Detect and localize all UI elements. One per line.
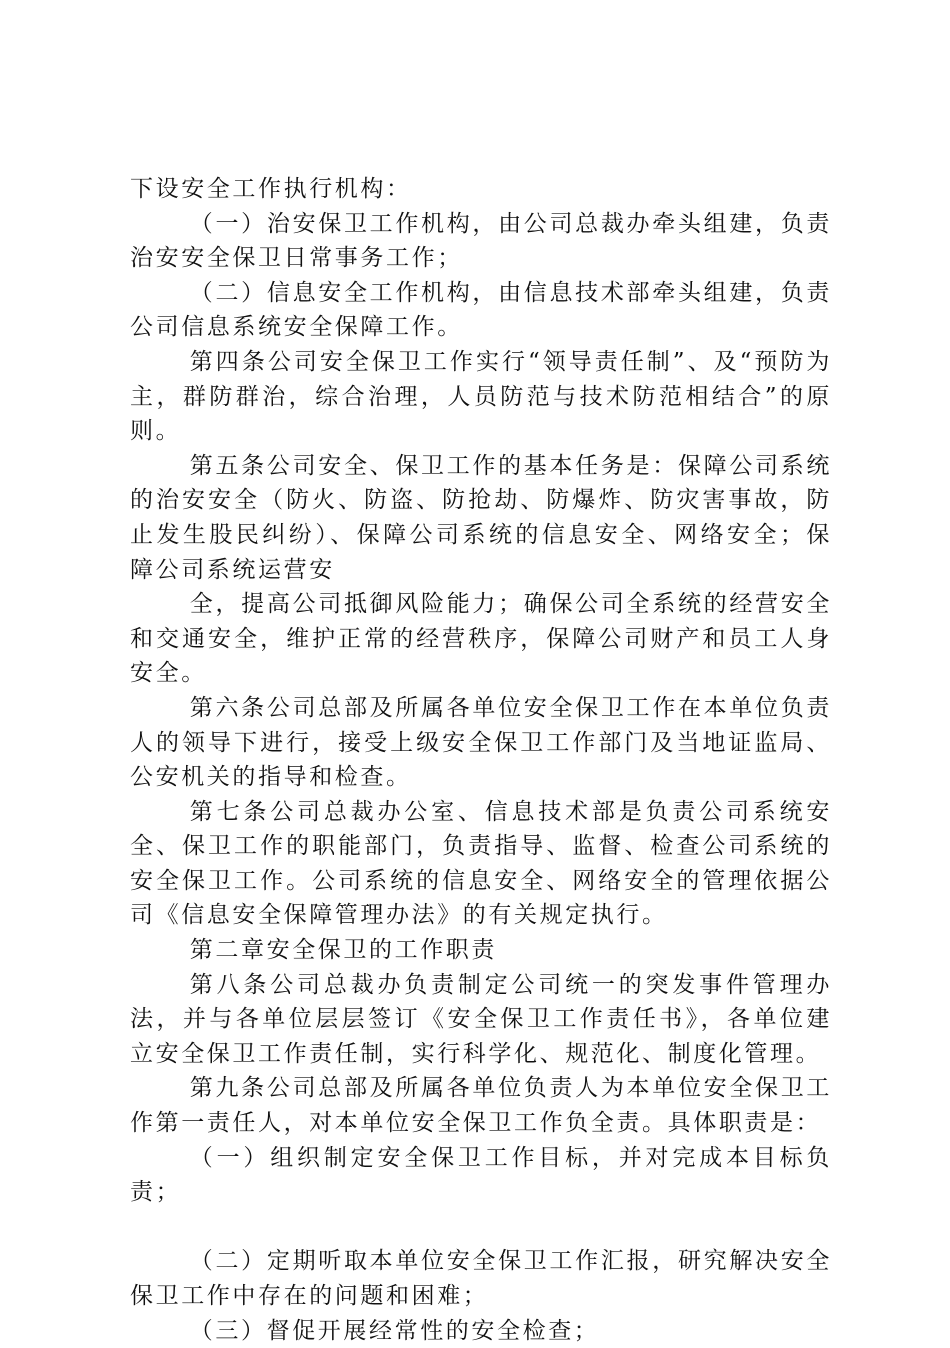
list-item: （二）定期听取本单位安全保卫工作汇报，研究解决安全保卫工作中存在的问题和困难；	[130, 1248, 832, 1309]
paragraph: 第五条公司安全、保卫工作的基本任务是：保障公司系统的治安安全（防火、防盗、防抢劫、防爆炸、防灾害事故，防止发生股民纠纷）、保障公司系统的信息安全、网络安全；保障公司系统运营安	[130, 452, 832, 583]
paragraph: （二）信息安全工作机构，由信息技术部牵头组建，负责公司信息系统安全保障工作。	[130, 279, 832, 341]
blank-line	[130, 1210, 832, 1245]
paragraph: 第九条公司总部及所属各单位负责人为本单位安全保卫工作第一责任人，对本单位安全保卫工作负全责。具体职责是：	[130, 1075, 832, 1137]
list-item: （一）组织制定安全保卫工作目标，并对完成本目标负责；	[130, 1144, 832, 1206]
document-body	[130, 172, 832, 1348]
paragraph: 第八条公司总裁办负责制定公司统一的突发事件管理办法，并与各单位层层签订《安全保卫工作责任书》，各单位建立安全保卫工作责任制，实行科学化、规范化、制度化管理。	[130, 971, 832, 1067]
paragraph: 第四条公司安全保卫工作实行“领导责任制”、及“预防为主，群防群治，综合治理，人员防范与技术防范相结合”的原则。	[130, 348, 832, 445]
paragraph: 第六条公司总部及所属各单位安全保卫工作在本单位负责人的领导下进行，接受上级安全保卫工作部门及当地证监局、公安机关的指导和检查。	[130, 694, 832, 791]
paragraph: （一）治安保卫工作机构，由公司总裁办牵头组建，负责治安安全保卫日常事务工作；	[130, 210, 832, 272]
list-item: （三）督促开展经常性的安全检查；	[189, 1317, 600, 1344]
paragraph: 全，提高公司抵御风险能力；确保公司全系统的经营安全和交通安全，维护正常的经营秩序，保障公司财产和员工人身安全。	[130, 591, 832, 687]
paragraph: 第七条公司总裁办公室、信息技术部是负责公司系统安全、保卫工作的职能部门，负责指导、监督、检查公司系统的安全保卫工作。公司系统的信息安全、网络安全的管理依据公司《信息安全保障管理办法》的有关规定执行。	[130, 798, 832, 929]
chapter-heading: 第二章安全保卫的工作职责	[189, 937, 497, 964]
paragraph: 下设安全工作执行机构：	[130, 176, 412, 202]
